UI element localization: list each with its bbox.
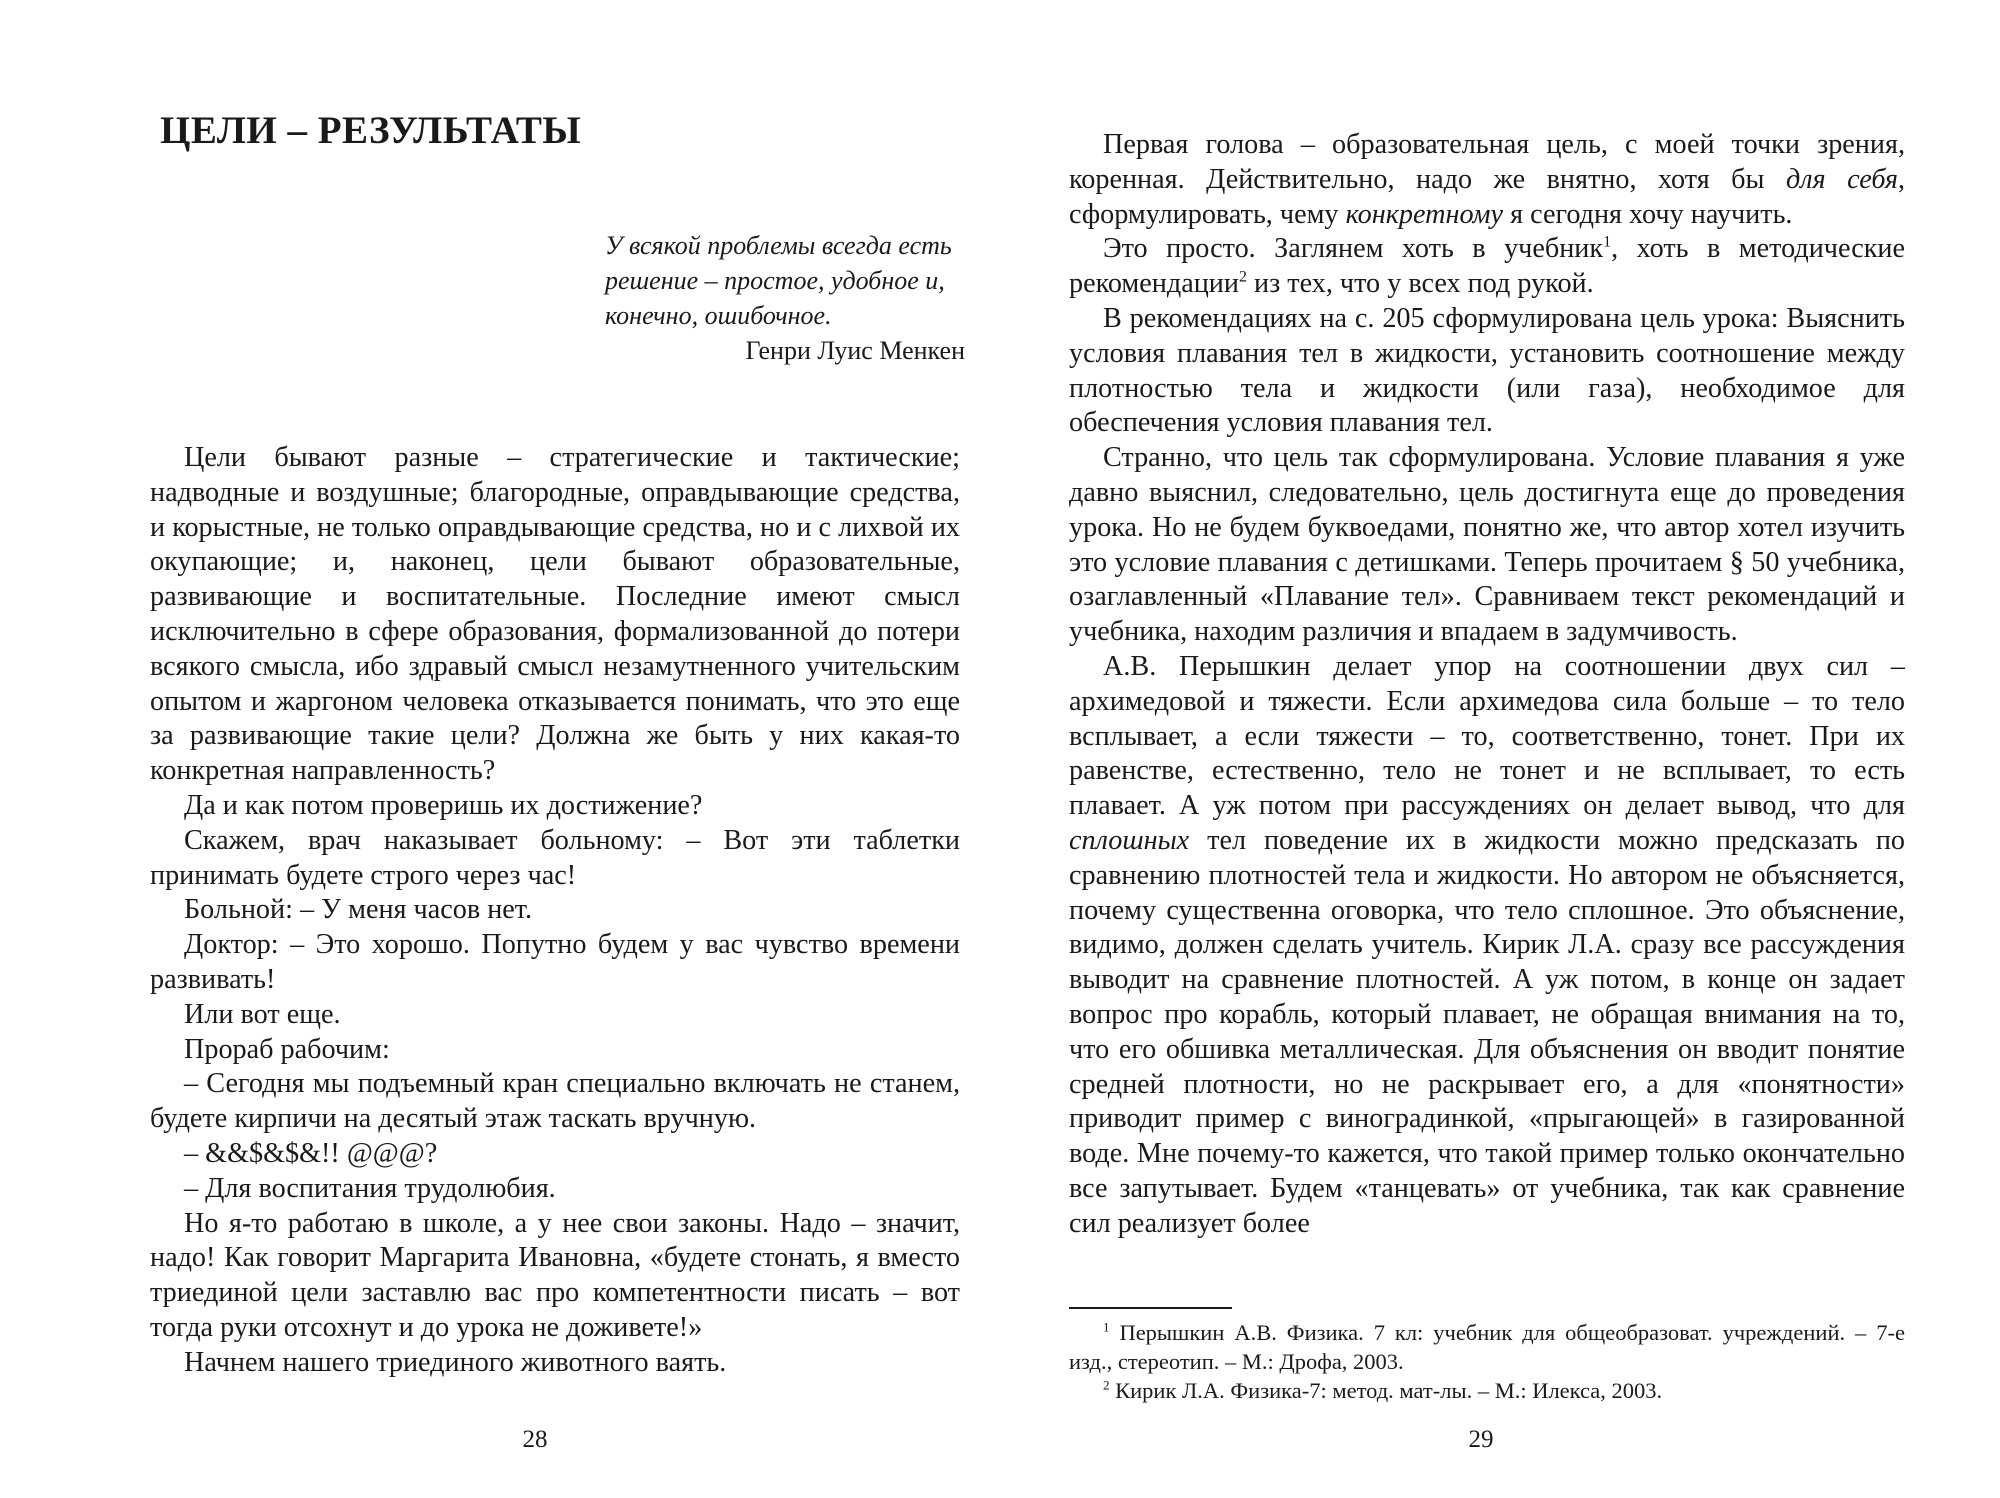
paragraph: Странно, что цель так сформулирована. Условие плавания я уже давно выяснил, следовательно, цель достигнута еще до проведения урока. Но не будем буквоедами, понятно же, что автор хотел изучить это условие плавания с детишками. Теперь прочитаем § 50 учебника, озаглавленный «Плавание тел». Сравниваем текст рекомендаций и учебника, находим различия и впадаем в задумчивость. [1069, 442, 1905, 648]
paragraph: – Для воспитания трудолюбия. [184, 1172, 556, 1204]
right-body-text [1069, 128, 1905, 1242]
epigraph-line: У всякой проблемы всегда есть [605, 231, 952, 260]
page-number: 29 [1468, 1426, 1494, 1453]
footnote-mark: 2 [1103, 1377, 1110, 1393]
left-page [150, 0, 965, 1498]
left-body-text [150, 441, 960, 1381]
paragraph: Больной: – У меня часов нет. [184, 894, 533, 926]
footnote-ref: 1 [1603, 234, 1612, 251]
footnote-mark: 1 [1103, 1319, 1110, 1335]
epigraph-line: конечно, ошибочное. [605, 301, 832, 330]
paragraph: Скажем, врач наказывает больному: – Вот эти таблетки принимать будете строго через час! [150, 824, 960, 891]
paragraph: Начнем нашего триединого животного ваять. [184, 1346, 727, 1378]
paragraph: Это просто. Заглянем хоть в учебник$^1$, хоть в методические рекомендации$^2$ из тех, что у всех под рукой. [1069, 233, 1905, 300]
footnote: $^1$ Перышкин А.В. Физика. 7 кл: учебник для общеобразоват. учреждений. – 7-е изд., стереотип. – М.: Дрофа, 2003. [1069, 1319, 1905, 1374]
footnotes [1069, 1318, 1905, 1405]
paragraph: В рекомендациях на с. 205 сформулирована цель урока: Выяснить условия плавания тел в жидкости, установить соотношение между плотностью тела и жидкости (или газа), необходимое для обеспечения условия плавания тел. [1069, 302, 1905, 439]
footnote-divider [1069, 1307, 1232, 1309]
paragraph: Но я-то работаю в школе, а у нее свои законы. Надо – значит, надо! Как говорит Маргарита Ивановна, «будете стонать, я вместо триединой цели заставлю вас про компетентности писать – вот тогда руки отсохнут и до урока не доживете!» [150, 1207, 960, 1343]
paragraph: Первая голова – образовательная цель, с моей точки зрения, коренная. Действительно, надо же внятно, хотя бы для себя, сформулировать, чему конкретному я сегодня хочу научить. [1069, 129, 1905, 230]
epigraph-line: решение – простое, удобное и, [605, 266, 945, 295]
paragraph: А.В. Перышкин делает упор на соотношении двух сил – архимедовой и тяжести. Если архимедова сила больше – то тело всплывает, а если тяжести – то, соответственно, тонет. При их равенстве, естественно, тело не тонет и не всплывает, то есть плавает. А уж потом при рассуждениях он делает вывод, что для сплошных тел поведение их в жидкости можно предсказать по сравнению плотностей тела и жидкости. Но автором не объясняется, почему существенна оговорка, что тело сплошное. Это объяснение, видимо, должен сделать учитель. Кирик Л.А. сразу все рассуждения выводит на сравнение плотностей. А уж потом, в конце он задает вопрос про корабль, который плавает, не обращая внимания на то, что его обшивка металлическая. Для объяснения он вводит понятие средней плотности, но не раскрывает его, а для «понятности» приводит пример с виноградинкой, «прыгающей» в газированной воде. Мне почему-то кажется, что такой пример только окончательно все запутывает. Будем «танцевать» от учебника, так как сравнение сил реализует более [1069, 650, 1905, 1239]
footnote-ref: 2 [1238, 268, 1247, 286]
paragraph: Да и как потом проверишь их достижение? [184, 789, 703, 821]
paragraph: Доктор: – Это хорошо. Попутно будем у вас чувство времени развивать! [150, 929, 960, 995]
paragraph: Прораб рабочим: [184, 1033, 390, 1065]
epigraph-author: Генри Луис Менкен [745, 336, 965, 365]
paragraph: – Сегодня мы подъемный кран специально включать не станем, будете кирпичи на десятый этаж таскать вручную. [150, 1068, 960, 1135]
chapter-title: ЦЕЛИ – РЕЗУЛЬТАТЫ [160, 109, 582, 152]
paragraph: Или вот еще. [184, 998, 341, 1030]
footnote: $^2$ Кирик Л.А. Физика-7: метод. мат-лы. – М.: Илекса, 2003. [1103, 1377, 1663, 1403]
page-number: 28 [522, 1426, 548, 1453]
paragraph: – &&$&$&!! @@@? [184, 1137, 438, 1169]
paragraph: Цели бывают разные – стратегические и тактические; надводные и воздушные; благородные, оправдывающие средства, и корыстные, не только оправдывающие средства, но и с лихвой их окупающие; и, наконец, цели бывают образовательные, развивающие и воспитательные. Последние имеют смысл исключительно в сфере образования, формализованной до потери всякого смысла, ибо здравый смысл незамутненного учительским опытом и жаргоном человека отказывается понимать, что это еще за развивающие такие цели? Должна же быть у них какая-то конкретная направленность? [150, 442, 960, 787]
epigraph [605, 228, 985, 368]
right-page [1069, 0, 1905, 1498]
